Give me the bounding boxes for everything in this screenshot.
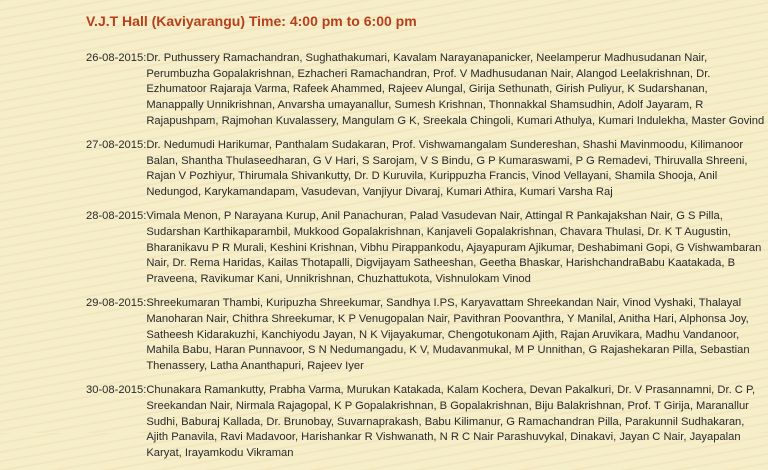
schedule-entry xyxy=(86,209,766,288)
schedule-entry xyxy=(86,138,766,201)
schedule-entry xyxy=(86,296,766,375)
entry-names: Dr. Nedumudi Harikumar, Panthalam Sudakaran, Prof. Vishwamangalam Sundereshan, Shashi Mavinmoodu, Kilimanoor Balan, Shantha Thulaseedharan, G V Hari, S Sarojam, V S Bindu, G P Kumaraswami, P G Remadevi, Thiruvalla Shreeni, Rajan V Pozhiyur, Thirumala Shivankutty, Dr. D Kuruvila, Kurippuzha Francis, Vinod Vellayani, Shamila Shooja, Anil Nedungod, Karykamandapam, Vasudevan, Vanjiyur Divaraj, Kumari Athira, Kumari Varsha Raj xyxy=(146,139,748,199)
entry-date: 30-08-2015: xyxy=(86,384,147,397)
entry-date: 29-08-2015: xyxy=(86,297,147,310)
venue-time-heading: V.J.T Hall (Kaviyarangu) Time: 4:00 pm to 6:00 pm xyxy=(86,13,417,29)
entry-date: 27-08-2015: xyxy=(86,139,147,152)
entry-names: Chunakara Ramankutty, Prabha Varma, Murukan Katakada, Kalam Kochera, Devan Pakalkuri, Dr. V Prasannamni, Dr. C P, Sreekandan Nair, Nirmala Rajagopal, K P Gopalakrishnan, B Gopalakrishnan, Biju Balakrishnan, Prof. T Girija, Maranallur Sudhi, Baburaj Kallada, Dr. Brunobay, Suvarnaprakash, Babu Kilimanur, G Ramachandran Pilla, Parakunnil Sudhakaran, Ajith Panavila, Ravi Madavoor, Harishankar R Vishwanath, N R C Nair Parashuvykal, Dinakavi, Jayan C Nair, Jayapalan Karyat, Irayamkodu Vikraman xyxy=(146,384,756,460)
entry-names: Vimala Menon, P Narayana Kurup, Anil Panachuran, Palad Vasudevan Nair, Attingal R Pankajakshan Nair, G S Pilla, Sudarshan Karthikaparambil, Mukkood Gopalakrishnan, Kanjaveli Gopalakrishnan, Chavara Thulasi, Dr. K T Augustin, Bharanikavu P R Murali, Keshini Krishnan, Vibhu Pirappankodu, Ajayapuram Ajikumar, Deshabimani Gopi, G Vishwambaran Nair, Dr. Rema Haridas, Kailas Thotapalli, Digvijayam Satheeshan, Geetha Bhaskar, HarishchandraBabu Kaatakada, B Praveena, Ravikumar Kani, Unnikrishnan, Chuzhattukota, Vishnulokam Vinod xyxy=(146,210,762,286)
schedule-entry xyxy=(86,51,766,130)
schedule-entry xyxy=(86,383,766,462)
entry-names: Dr. Puthussery Ramachandran, Sughathakumari, Kavalam Narayanapanicker, Neelamperur Madhusudanan Nair, Perumbuzha Gopalakrishnan, Ezhacheri Ramachandran, Prof. V Madhusudanan Nair, Alangod Leelakrishnan, Dr. Ezhumatoor Rajaraja Varma, Rafeek Ahammed, Rajeev Alungal, Girija Sethunath, Girish Puliyur, K Sudarshanan, Manappally Unnikrishnan, Anvarsha umayanallur, Sumesh Krishnan, Thonnakkal Shamsudhin, Adolf Jayaram, R Rajapushpam, Rajmohan Kuvalassery, Mangulam G K, Sreekala Chingoli, Kumari Athulya, Kumari Indulekha, Master Govind xyxy=(146,52,765,127)
entry-names: Shreekumaran Thambi, Kuripuzha Shreekumar, Sandhya I.PS, Karyavattam Shreekandan Nair, Vinod Vyshaki, Thalayal Manoharan Nair, Chithra Shreekumar, K P Venugopalan Nair, Pavithran Poovanthra, Y Manilal, Anitha Hari, Alphonsa Joy, Satheesh Kidarakuzhi, Kanchiyodu Jayan, N K Vijayakumar, Chengotukonam Ajith, Rajan Aruvikara, Madhu Vandanoor, Mahila Babu, Haran Punnavoor, S N Nedumangadu, K V, Mudavanmukal, M P Unnithan, G Rajashekaran Pilla, Sebastian Thenassery, Latha Ananthapuri, Rajeev Iyer xyxy=(146,297,750,373)
schedule-list xyxy=(86,51,766,470)
entry-date: 26-08-2015: xyxy=(86,52,147,64)
entry-date: 28-08-2015: xyxy=(86,210,147,223)
